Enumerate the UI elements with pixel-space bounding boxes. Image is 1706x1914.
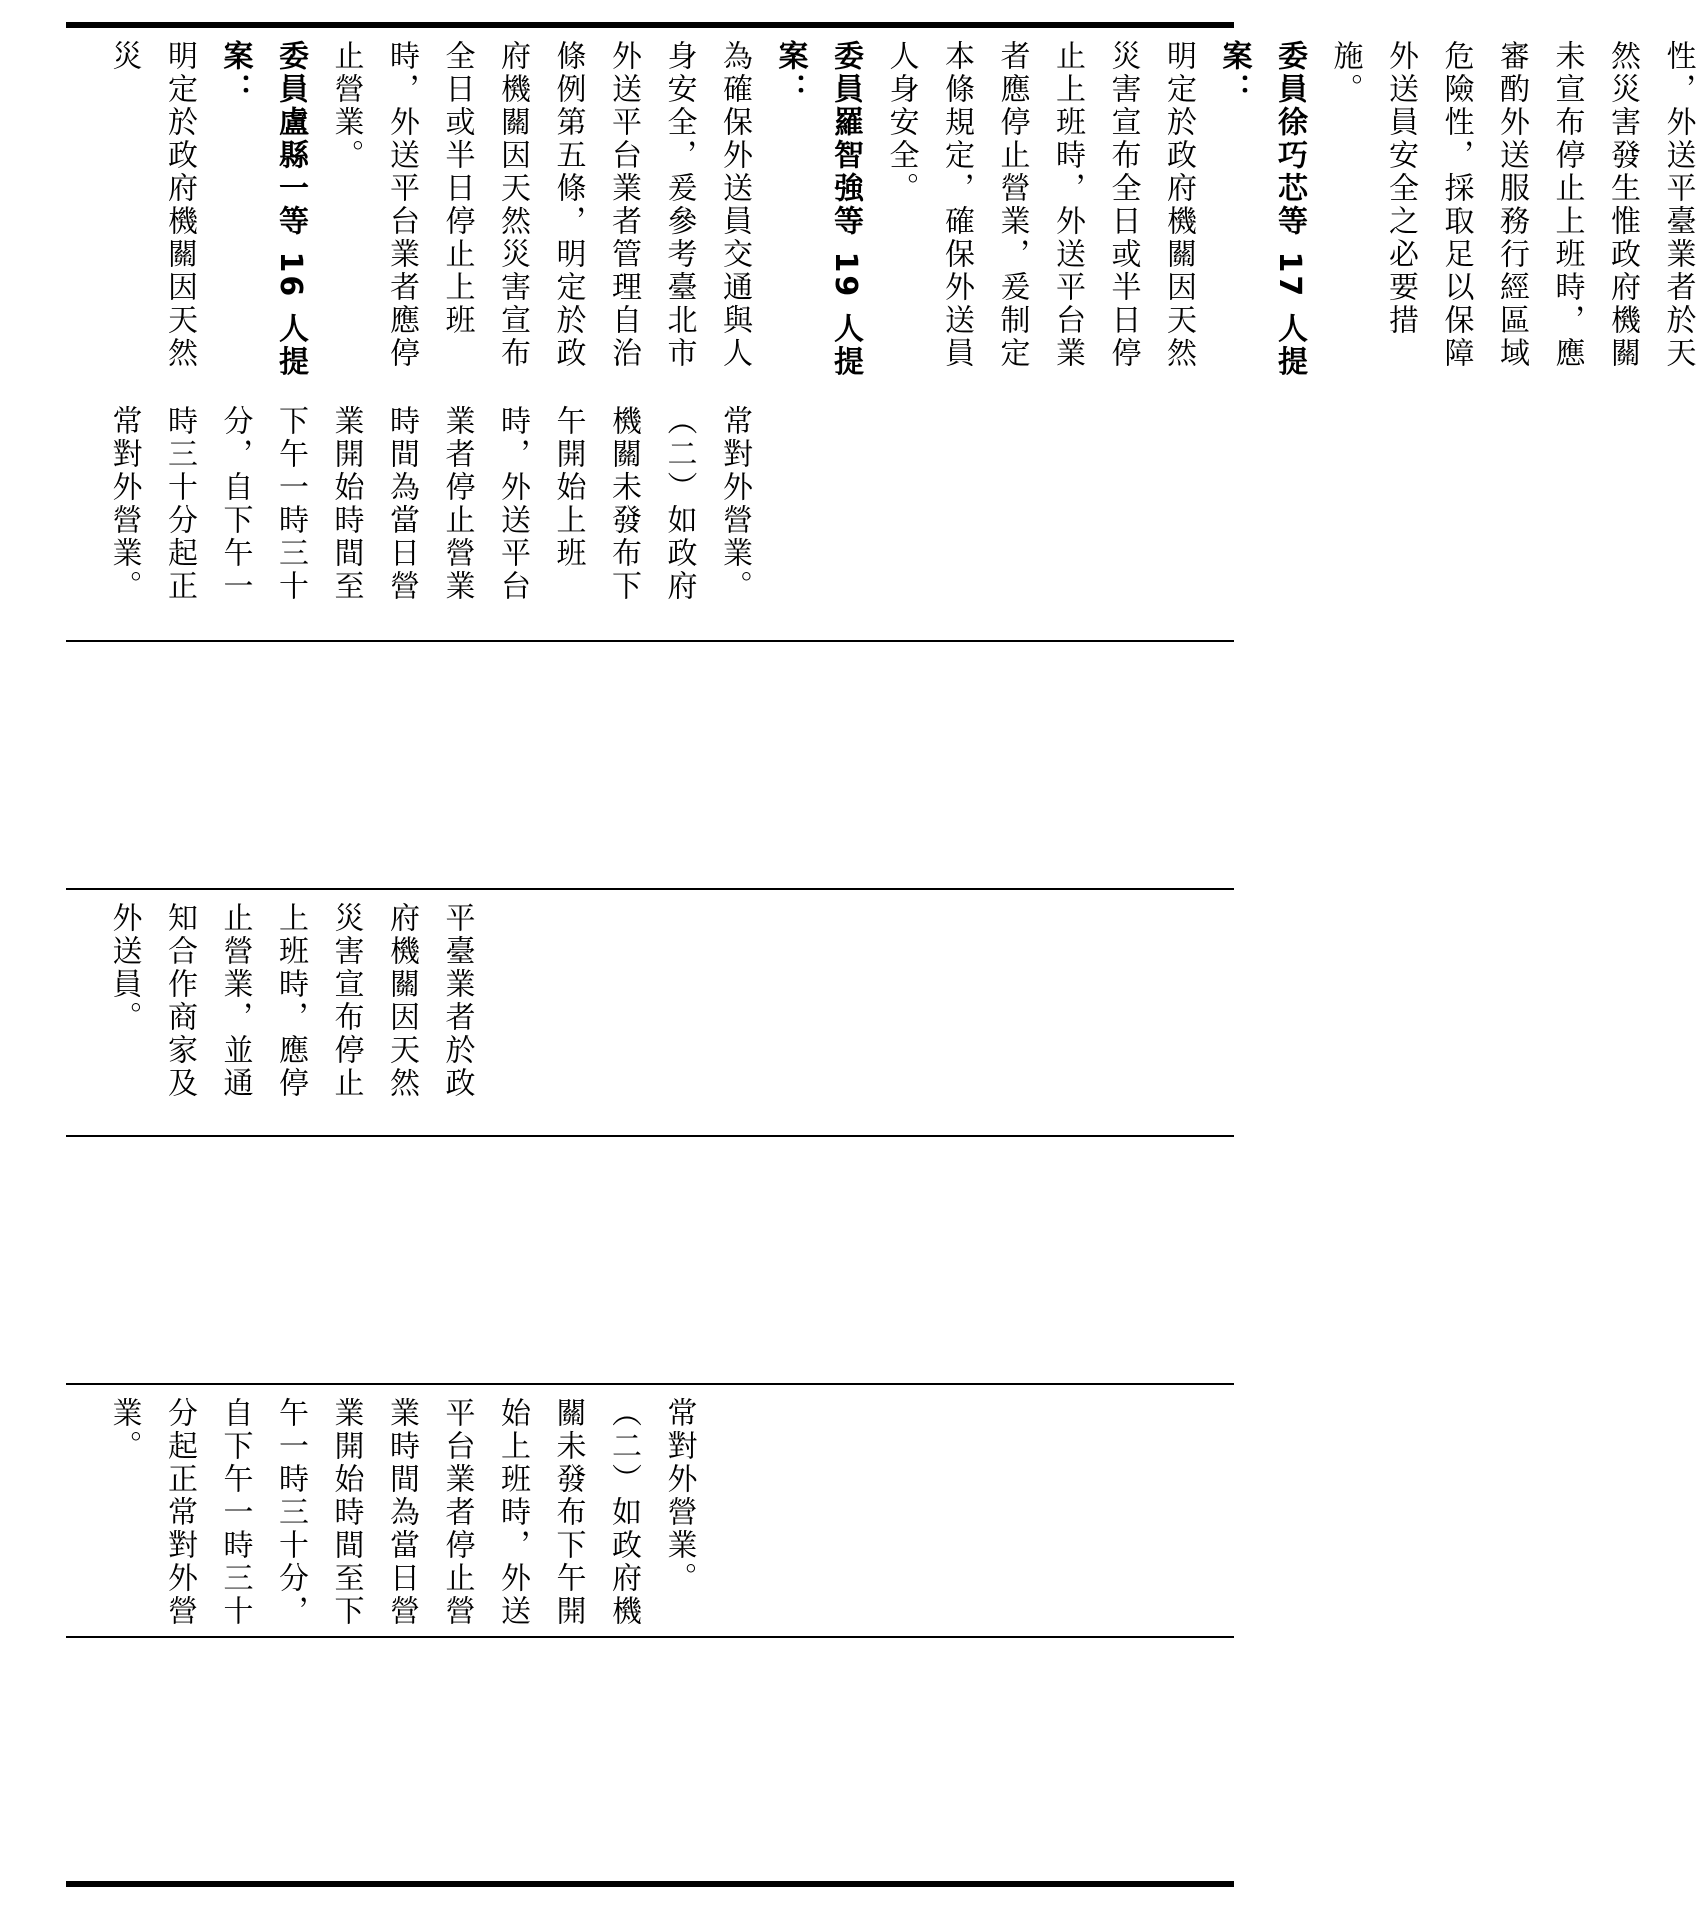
row-text [96,40,1706,382]
table-row [66,1137,1234,1383]
paragraph-text: 平臺業者於政府機關因天然災害宣布停止上班時，應停止營業，並通知合作商家及外送員。 [106,902,475,1100]
table-row [66,642,1234,888]
proposer-heading: 委員羅智強等 19 人提案： [772,40,863,379]
paragraph-text: 常對外營業。（二）如政府機關未發布下午開始上班時，外送平台業者停止營業時間為當日營業開始時間至下午一時三十分，自下午一時三十分起正常對外營業。 [106,1397,697,1628]
table-row [66,28,1696,388]
bottom-rule [66,1881,1234,1887]
paragraph-text: 為確保外送員交通與人身安全，爰參考臺北市外送平台業者管理自治條例第五條，明定於政府機關因天然災害宣布全日或半日停止上班時，外送平台業者應停止營業。 [328,40,752,370]
paragraph-text: 常對外營業。（二）如政府機關未發布下午開始上班時，外送平台業者停止營業時間為當日營業開始時間至下午一時三十分，自下午一時三十分起正常對外營業。 [106,405,752,603]
proposer-heading: 委員徐巧芯等 17 人提案： [1216,40,1307,379]
table-row [66,1638,1234,1881]
row-text [96,902,485,1129]
row-text [96,1397,707,1630]
row-text [96,405,762,634]
paragraph-text: 明定於政府機關因天然災害宣布全日或半日停止上班時，外送平台業者應停止營業，爰制定本條規定，確保外送員人身安全。 [883,40,1196,370]
paragraph-text: 性，外送平臺業者於天然災害發生惟政府機關未宣布停止上班時，應審酌外送服務行經區域危險性，採取足以保障外送員安全之必要措施。 [1327,40,1696,370]
table-row [66,393,1234,640]
table-row [66,1385,1234,1636]
table-row [66,890,1234,1135]
paragraph-text: 明定於政府機關因天然災 [106,40,197,370]
proposer-heading: 委員盧縣一等 16 人提案： [217,40,308,379]
